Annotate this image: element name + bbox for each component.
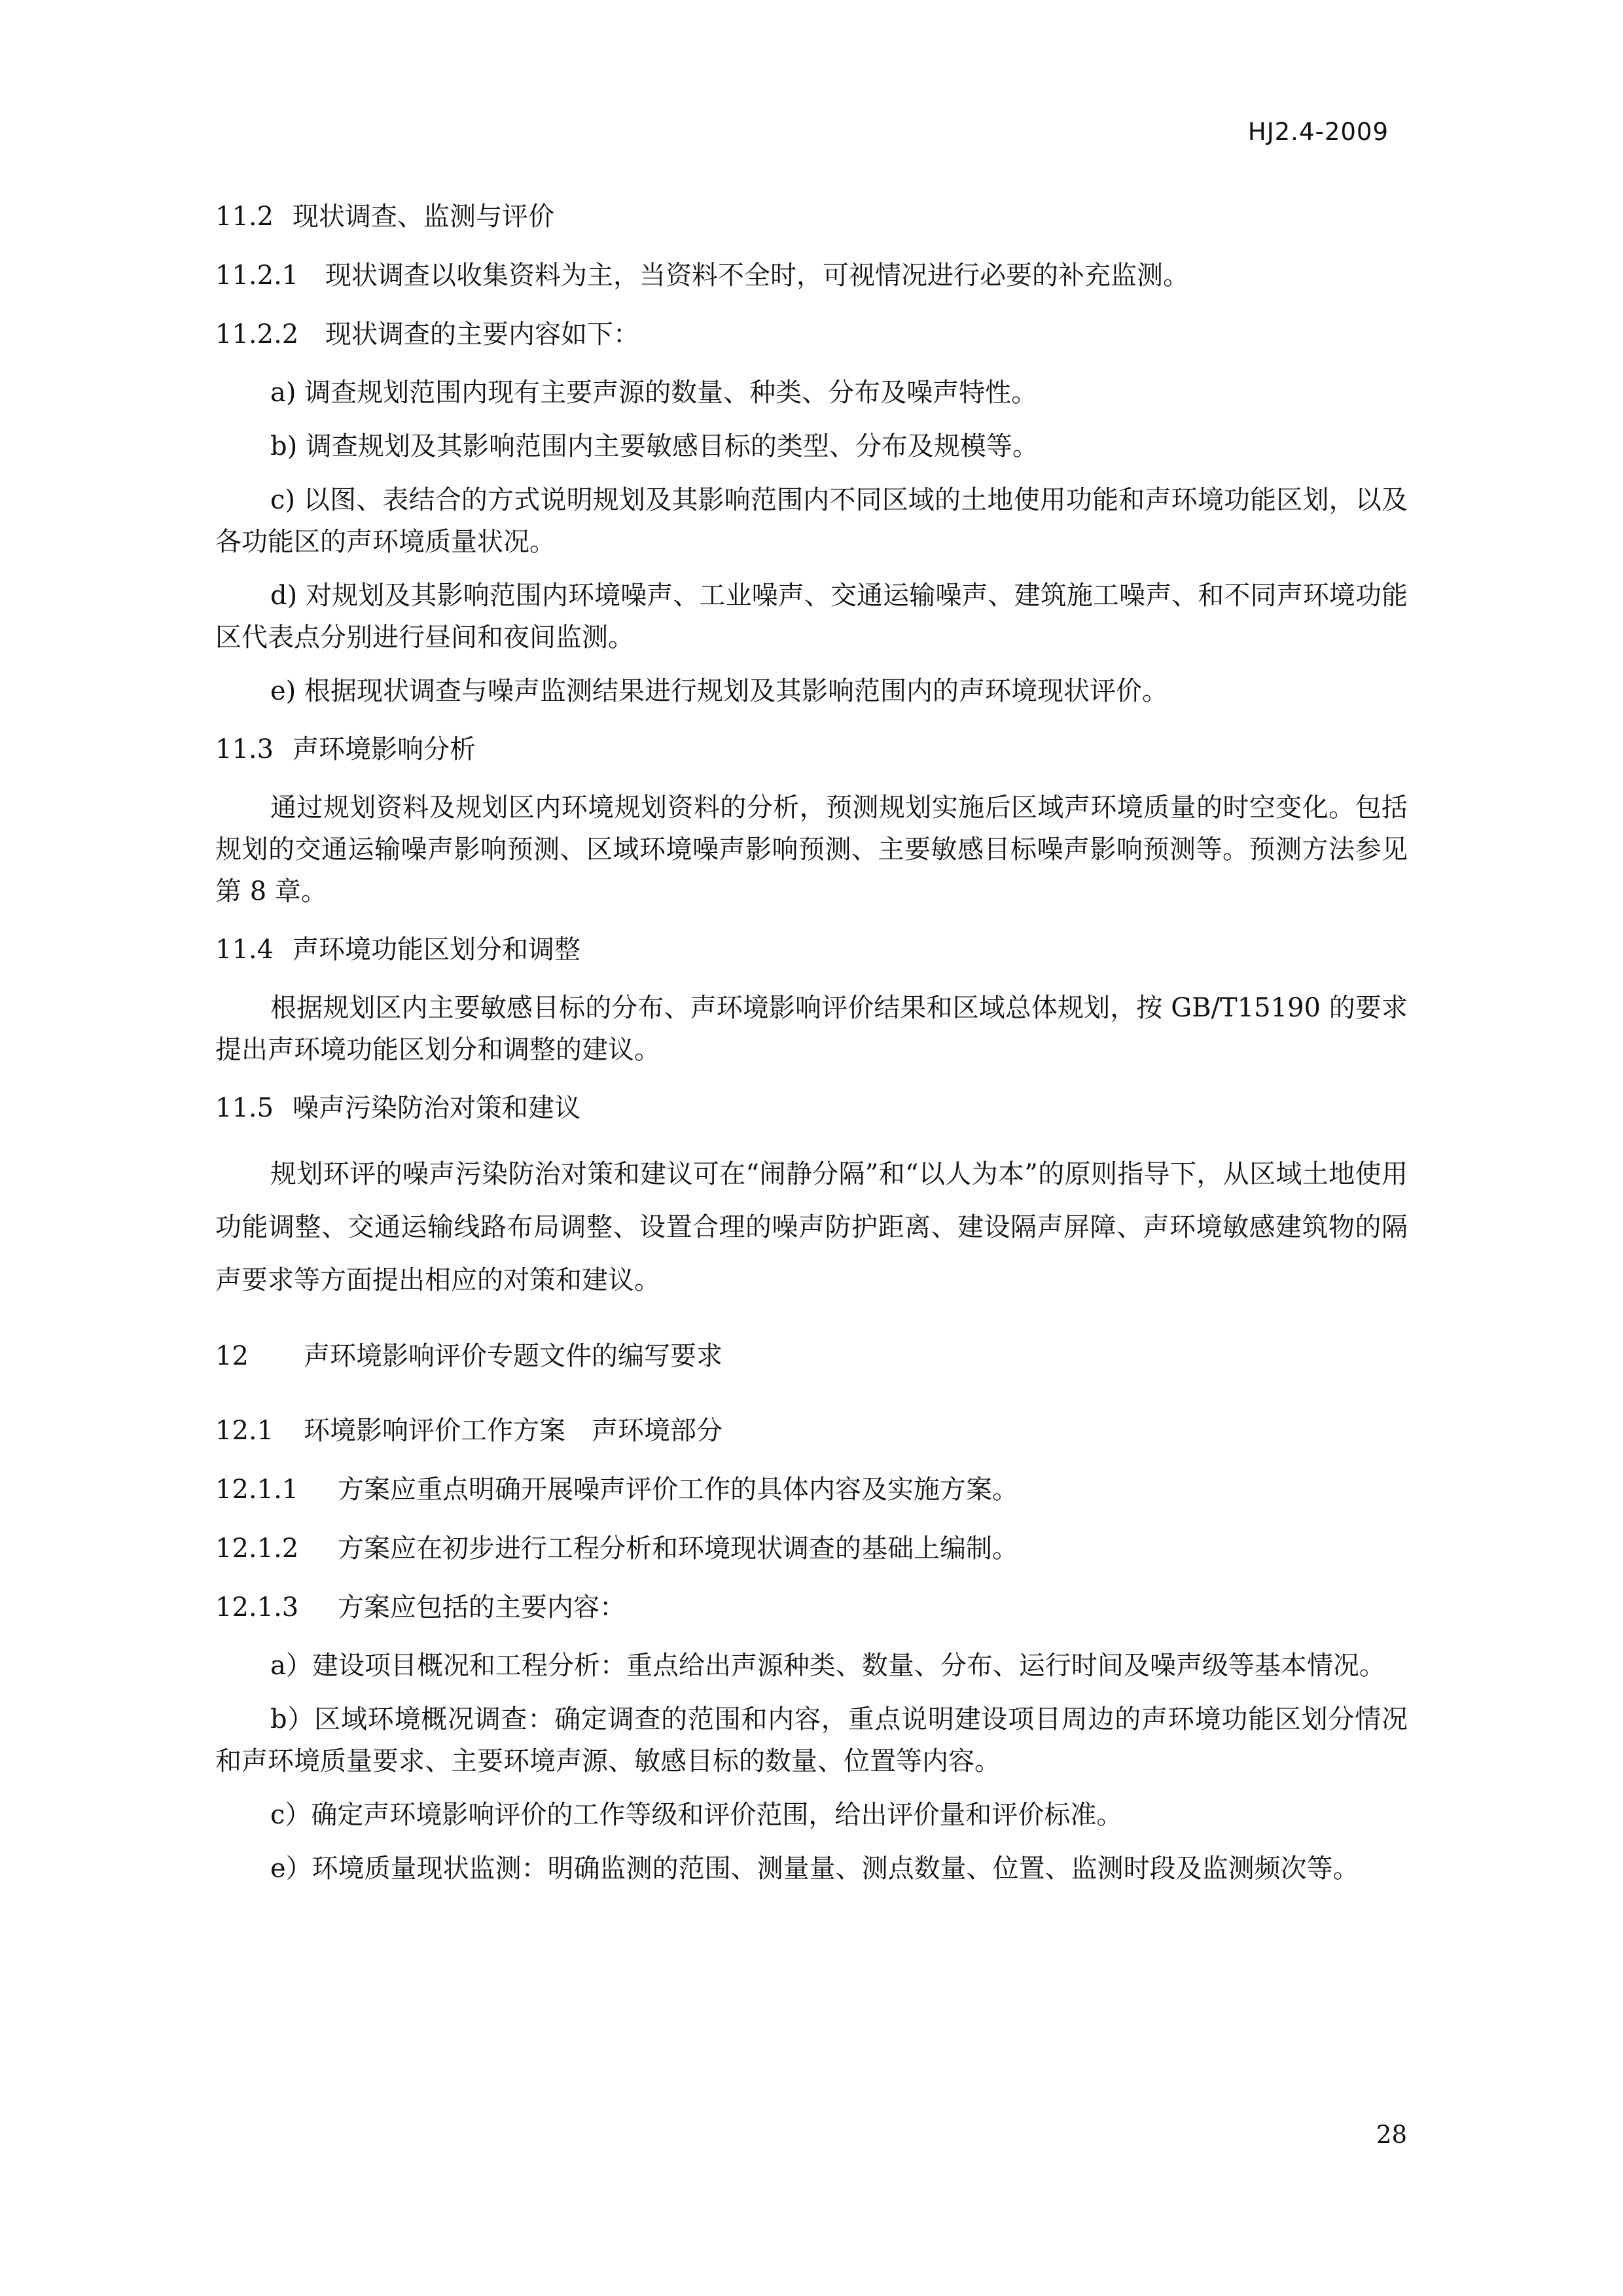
paragraph [215,1848,1408,1890]
section-number: 12.1.2 [215,1534,299,1564]
text: 声环境影响分析 [293,734,476,764]
paragraph [215,479,1408,563]
paragraph [215,425,1408,467]
section-number: 11.5 [215,1093,274,1123]
text: 声环境功能区划分和调整 [293,935,580,965]
text: 噪声污染防治对策和建议 [293,1093,580,1123]
text: b) 调查规划及其影响范围内主要敏感目标的类型、分布及规模等。 [270,431,1039,461]
text: 现状调查、监测与评价 [293,202,554,232]
text: e) 根据现状调查与噪声监测结果进行规划及其影响范围内的声环境现状评价。 [270,676,1168,706]
text: 方案应在初步进行工程分析和环境现状调查的基础上编制。 [338,1534,1018,1564]
section-number: 11.2.2 [215,319,299,350]
section-heading [215,729,1408,770]
clause [215,255,1408,296]
section-heading [215,1410,1408,1451]
clause [215,1528,1408,1569]
clause [215,314,1408,355]
text: 通过规划资料及规划区内环境规划资料的分析，预测规划实施后区域声环境质量的时空变化。包括规划的交通运输噪声影响预测、区域环境噪声影响预测、主要敏感目标噪声影响预测等。预测方法参见第 8 章。 [215,793,1408,906]
section-number: 12.1.3 [215,1592,299,1623]
text: c）确定声环境影响评价的工作等级和评价范围，给出评价量和评价标准。 [270,1800,1123,1830]
paragraph [215,670,1408,712]
document-body [215,196,1408,1890]
paragraph [215,372,1408,414]
text: c) 以图、表结合的方式说明规划及其影响范围内不同区域的土地使用功能和声环境功能区划，以及各功能区的声环境质量状况。 [215,485,1408,557]
section-number: 12 [215,1341,249,1371]
text: e）环境质量现状监测：明确监测的范围、测量量、测点数量、位置、监测时段及监测频次等。 [270,1854,1359,1884]
paragraph [215,1794,1408,1836]
text: 环境影响评价工作方案 声环境部分 [304,1416,722,1446]
text: a) 调查规划范围内现有主要声源的数量、种类、分布及噪声特性。 [270,378,1038,408]
section-heading [215,196,1408,237]
text: a）建设项目概况和工程分析：重点给出声源种类、数量、分布、运行时间及噪声级等基本情况。 [270,1651,1385,1681]
page-number: 28 [1376,2121,1407,2149]
section-number: 11.2 [215,202,274,232]
section-number: 12.1 [215,1416,274,1446]
section-number: 11.2.1 [215,260,299,291]
section-heading [215,1336,1408,1376]
text: 现状调查以收集资料为主，当资料不全时，可视情况进行必要的补充监测。 [325,260,1189,291]
paragraph [215,575,1408,658]
paragraph [215,987,1408,1071]
paragraph [215,787,1408,912]
paragraph [215,1645,1408,1687]
text: 根据规划区内主要敏感目标的分布、声环境影响评价结果和区域总体规划，按 GB/T15190 的要求提出声环境功能区划分和调整的建议。 [215,993,1408,1065]
section-number: 11.4 [215,935,274,965]
text: 声环境影响评价专题文件的编写要求 [304,1341,722,1371]
clause [215,1469,1408,1510]
standard-code: HJ2.4-2009 [1247,118,1389,146]
text: d) 对规划及其影响范围内环境噪声、工业噪声、交通运输噪声、建筑施工噪声、和不同声环境功能区代表点分别进行昼间和夜间监测。 [215,581,1408,653]
section-number: 11.3 [215,734,274,764]
text: 方案应包括的主要内容： [338,1592,626,1623]
paragraph [215,1698,1408,1782]
text: 规划环评的噪声污染防治对策和建议可在“闹静分隔”和“以人为本”的原则指导下，从区域土地使用功能调整、交通运输线路布局调整、设置合理的噪声防护距离、建设隔声屏障、声环境敏感建筑物的隔声要求等方面提出相应的对策和建议。 [215,1159,1408,1295]
text: 方案应重点明确开展噪声评价工作的具体内容及实施方案。 [338,1475,1018,1505]
text: 现状调查的主要内容如下： [325,319,639,350]
text: b）区域环境概况调查：确定调查的范围和内容，重点说明建设项目周边的声环境功能区划分情况和声环境质量要求、主要环境声源、敏感目标的数量、位置等内容。 [215,1704,1408,1776]
clause [215,1587,1408,1628]
section-heading [215,929,1408,970]
paragraph [215,1148,1408,1307]
section-number: 12.1.1 [215,1475,299,1505]
section-heading [215,1088,1408,1128]
